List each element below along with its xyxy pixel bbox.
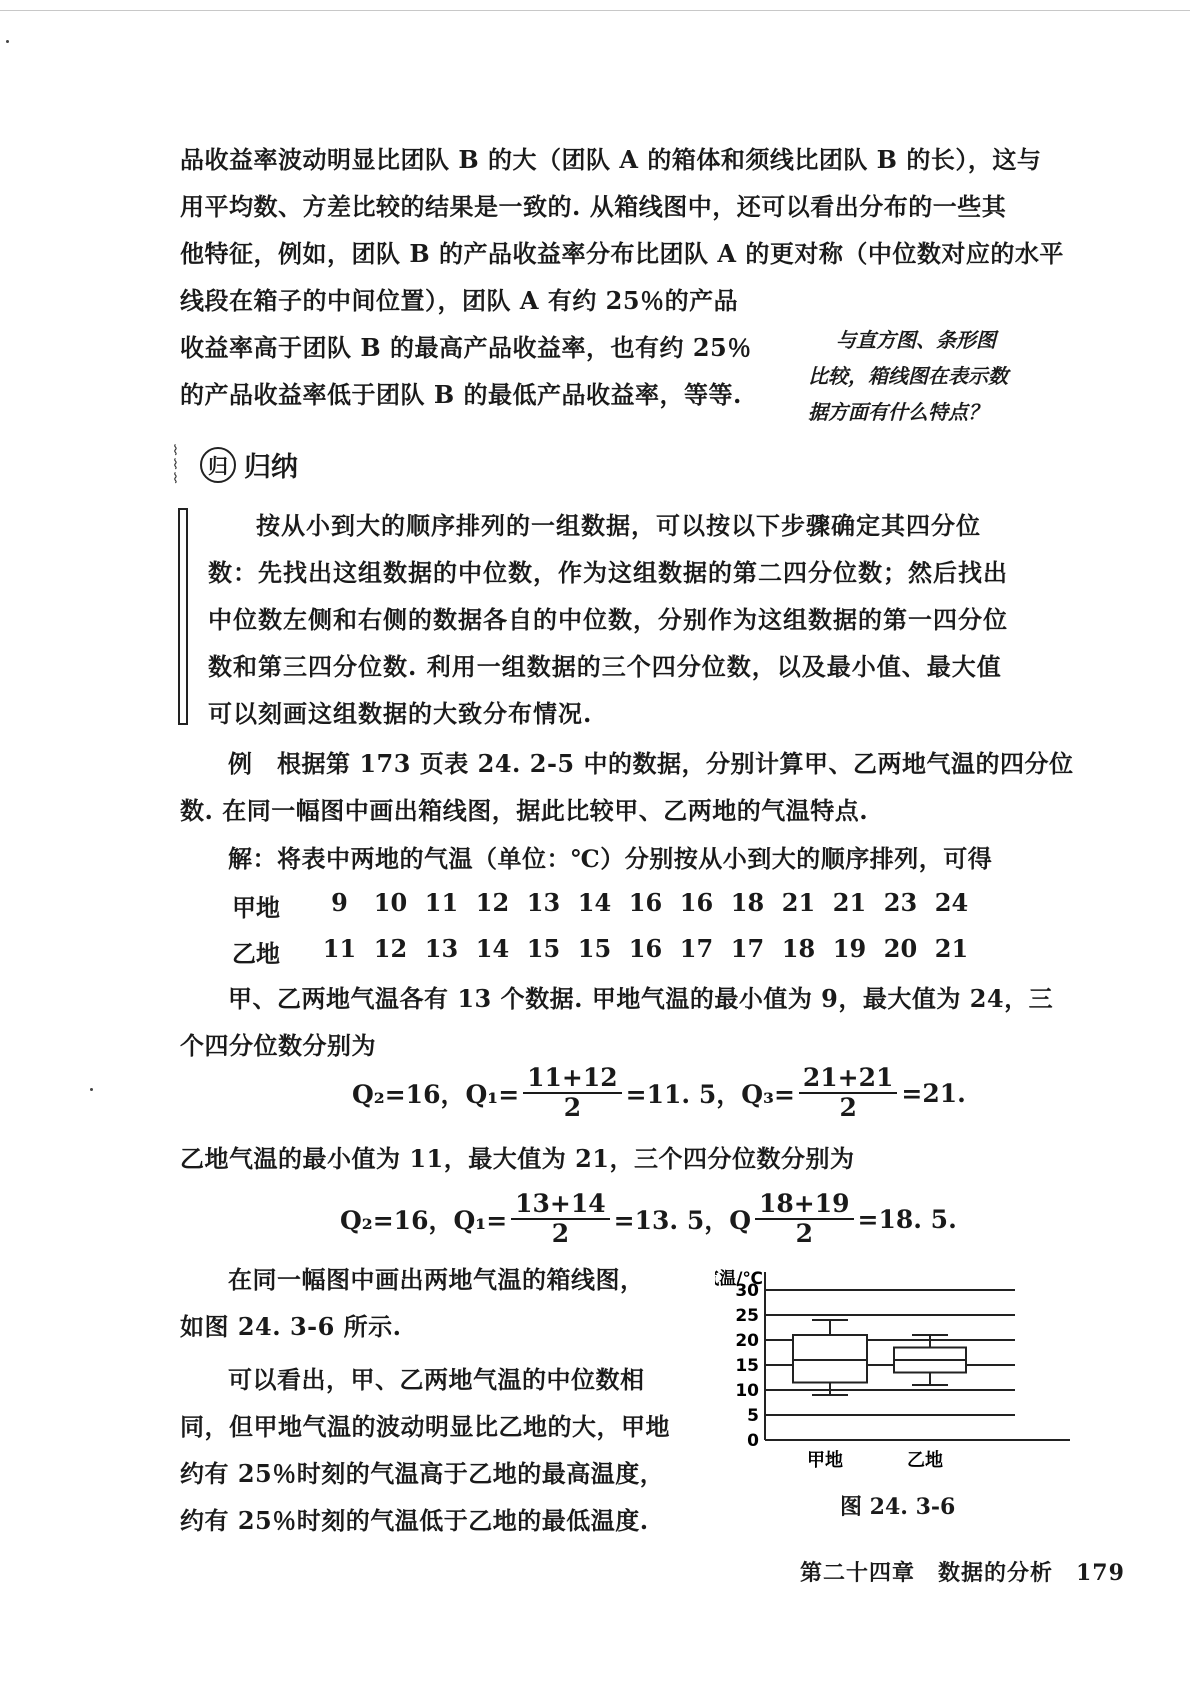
text-line: 如图 24. 3-6 所示. [180,1312,402,1341]
denominator: 2 [795,1219,813,1248]
scan-speck [90,1088,93,1091]
margin-tick-marks: ⌇ ⌇ ⌇ [172,443,179,487]
row-label: 甲地 [232,893,280,922]
data-value: 16 [628,888,663,917]
text-line: 数：先找出这组数据的中位数，作为这组数据的第二四分位数；然后找出 [208,558,1008,587]
y-tick-label: 10 [735,1381,759,1401]
text-line: 的产品收益率低于团队 B 的最低产品收益率，等等. [180,380,742,409]
formula-part: =11. 5，Q₃= [625,1080,795,1109]
x-category-label: 乙地 [907,1450,943,1471]
text-line: 个四分位数分别为 [180,1031,376,1060]
data-value: 16 [628,934,663,963]
fraction [755,1190,854,1248]
data-value: 13 [526,888,561,917]
margin-question-note [808,322,1053,430]
text-line: 线段在箱子的中间位置），团队 A 有约 25％的产品 [180,286,739,315]
y-tick-label: 20 [735,1331,759,1351]
note-line: 比较，箱线图在表示数 [808,364,1008,388]
numerator: 11+12 [523,1064,622,1094]
data-value: 23 [883,888,918,917]
count-text [180,975,1080,1069]
text-line: 例 根据第 173 页表 24. 2-5 中的数据，分别计算甲、乙两地气温的四分位 [228,749,1074,778]
data-value: 10 [373,888,408,917]
y-tick-label: 0 [747,1431,759,1451]
data-value: 21 [781,888,816,917]
data-value: 11 [322,934,357,963]
text-line: 在同一幅图中画出两地气温的箱线图， [228,1265,645,1294]
section-heading-summary [200,445,298,484]
x-category-label: 甲地 [807,1450,843,1471]
text-line: 数和第三四分位数. 利用一组数据的三个四分位数，以及最小值、最大值 [208,652,1002,681]
text-line: 约有 25％时刻的气温高于乙地的最高温度， [180,1459,665,1488]
data-value: 18 [781,934,816,963]
solution-intro [180,835,1080,882]
section-title: 归纳 [244,452,298,483]
data-value: 19 [832,934,867,963]
jia-data-row [232,888,977,923]
text-line: 约有 25％时刻的气温低于乙地的最低温度. [180,1506,649,1535]
summary-box-text [208,502,1088,737]
text-line: 乙地气温的最小值为 11，最大值为 21，三个四分位数分别为 [180,1144,855,1173]
scan-speck [6,40,9,43]
text-line: 收益率高于团队 B 的最高产品收益率，也有约 25％ [180,333,752,362]
example-statement [180,740,1080,834]
fraction [511,1190,610,1248]
data-value: 15 [526,934,561,963]
data-value: 12 [475,888,510,917]
fraction [799,1064,898,1122]
text-line: 他特征，例如，团队 B 的产品收益率分布比团队 A 的更对称（中位数对应的水平 [180,239,1064,268]
data-value: 24 [934,888,969,917]
y-tick-label: 15 [735,1356,759,1376]
denominator: 2 [563,1093,582,1122]
data-value: 9 [331,888,348,917]
page-footer: 第二十四章 数据的分析 179 [800,1560,1125,1586]
data-value: 14 [577,888,612,917]
text-line: 同，但甲地气温的波动明显比乙地的大，甲地 [180,1412,670,1441]
formula-part: Q₂=16，Q₁= [352,1080,520,1109]
text-line: 可以刻画这组数据的大致分布情况. [208,699,593,728]
page-top-edge [0,10,1190,11]
text-line: 按从小到大的顺序排列的一组数据，可以按以下步骤确定其四分位 [256,511,981,540]
yi-text [180,1135,1080,1182]
data-value: 17 [679,934,714,963]
data-value: 13 [424,934,459,963]
text-line: 可以看出，甲、乙两地气温的中位数相 [228,1365,645,1394]
data-value: 18 [730,888,765,917]
numerator: 18+19 [755,1190,854,1220]
data-value: 12 [373,934,408,963]
lower-paragraph [180,1256,700,1544]
row-label: 乙地 [232,939,280,968]
formula-part: =21. [901,1078,966,1108]
formula-yi-quartiles [340,1190,957,1248]
data-value: 16 [679,888,714,917]
formula-jia-quartiles [352,1064,966,1122]
boxplot-svg [715,1250,1075,1480]
note-line: 与直方图、条形图 [836,328,996,352]
fraction [523,1064,622,1122]
summary-sidebar-bar [178,508,188,725]
data-value: 14 [475,934,510,963]
text-line: 中位数左侧和右侧的数据各自的中位数，分别作为这组数据的第一四分位 [208,605,1008,634]
data-value: 21 [832,888,867,917]
figure-caption: 图 24. 3-6 [840,1494,956,1520]
data-value: 20 [883,934,918,963]
numerator: 21+21 [799,1064,898,1094]
text-line: 品收益率波动明显比团队 B 的大（团队 A 的箱体和须线比团队 B 的长），这与 [180,145,1042,174]
y-tick-label: 25 [735,1306,759,1326]
data-value: 11 [424,888,459,917]
denominator: 2 [839,1093,857,1122]
boxplot-chart [715,1250,1075,1480]
text-line: 数. 在同一幅图中画出箱线图，据此比较甲、乙两地的气温特点. [180,796,869,825]
box [793,1335,867,1383]
y-tick-label: 5 [747,1406,759,1426]
y-axis-label: 温/℃ [719,1269,763,1289]
text-line: 甲、乙两地气温各有 13 个数据. 甲地气温的最小值为 9，最大值为 24，三 [228,984,1054,1013]
numerator: 13+14 [511,1190,610,1220]
formula-part: =13. 5，Q [613,1206,751,1235]
text-line: 解：将表中两地的气温（单位：℃）分别按从小到大的顺序排列，可得 [228,844,993,873]
denominator: 2 [551,1219,570,1248]
formula-part: =18. 5. [857,1204,957,1234]
text-line: 用平均数、方差比较的结果是一致的. 从箱线图中，还可以看出分布的一些其 [180,192,1007,221]
note-line: 据方面有什么特点？ [808,400,988,424]
y-tick-label: 30 [735,1281,759,1301]
summary-badge-icon: 归 [200,447,236,483]
data-value: 17 [730,934,765,963]
data-value: 21 [934,934,969,963]
formula-part: Q₂=16，Q₁= [340,1206,508,1235]
yi-data-row [232,934,977,969]
data-value: 15 [577,934,612,963]
